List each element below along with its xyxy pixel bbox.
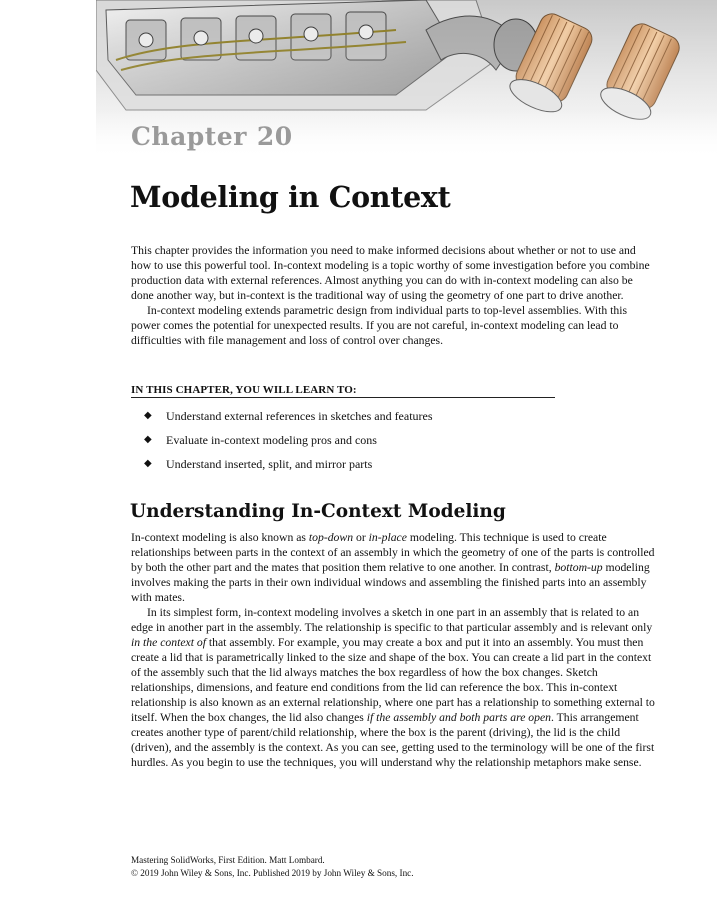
list-item xyxy=(144,408,433,432)
text-run: that assembly. For example, you may create a box and put it into an assembly. You must then create a lid that is parametrically linked to the size and shape of the box. You can create a lid part in the context of the assembly such that the lid always matches the box regardless of how the box changes. Sketch relationships, dimensions, and feature end conditions from the lid can reference the box. This in-context relationship is also known as an external relationship, where one part has a relationship to something external to itself. When the box changes, the lid also changes xyxy=(131,636,655,724)
page-title: Modeling in Context xyxy=(130,180,451,214)
emphasis: if the assembly and both parts are open xyxy=(366,711,552,724)
text-run: modeling. This technique is used to create relationships between parts in the context of an assembly in which the geometry of one of the parts is controlled by both the other part and the mates that position them relative to one another. In contrast, xyxy=(131,531,655,574)
list-item-text: Understand external references in sketches and features xyxy=(166,409,433,423)
learn-heading: IN THIS CHAPTER, YOU WILL LEARN TO: xyxy=(131,384,555,398)
section-body xyxy=(131,530,655,770)
list-item xyxy=(144,456,433,480)
emphasis: in-place xyxy=(368,531,407,544)
intro-text xyxy=(131,243,655,348)
chapter-label xyxy=(131,122,293,151)
body-paragraph-2 xyxy=(131,605,655,770)
text-run: In-context modeling is also known as xyxy=(131,531,309,544)
section-heading: Understanding In-Context Modeling xyxy=(130,501,506,522)
chapter-number: 20 xyxy=(256,122,293,151)
emphasis: in the context of xyxy=(131,636,206,649)
diamond-bullet-icon: ◆ xyxy=(144,410,152,421)
copyright-footer xyxy=(131,854,414,880)
body-paragraph-1 xyxy=(131,530,655,605)
list-item-text: Evaluate in-context modeling pros and cons xyxy=(166,433,377,447)
diamond-bullet-icon: ◆ xyxy=(144,434,152,445)
text-run: modeling involves making the parts in their own individual windows and assembling the finished parts into an assembly with mates. xyxy=(131,561,650,604)
list-item-text: Understand inserted, split, and mirror parts xyxy=(166,457,373,471)
text-run: or xyxy=(353,531,369,544)
diamond-bullet-icon: ◆ xyxy=(144,458,152,469)
chapter-word: Chapter xyxy=(131,122,247,151)
intro-paragraph-2: In-context modeling extends parametric design from individual parts to top-level assemblies. With this power comes the potential for unexpected results. If you are not careful, in-context modeling can lead to difficulties with file management and loss of control over changes. xyxy=(131,304,628,347)
text-run: In its simplest form, in-context modeling involves a sketch in one part in an assembly that is related to an edge in another part in the assembly. The relationship is specific to that particular assembly and is relevant only xyxy=(131,606,653,634)
learn-list xyxy=(144,408,433,480)
footer-line-2: © 2019 John Wiley & Sons, Inc. Published 2019 by John Wiley & Sons, Inc. xyxy=(131,868,414,878)
list-item xyxy=(144,432,433,456)
footer-line-1: Mastering SolidWorks, First Edition. Matt Lombard. xyxy=(131,855,325,865)
emphasis: top-down xyxy=(308,531,354,544)
text-run: . This arrangement creates another type of parent/child relationship, where the box is the parent (driving), the lid is the child (driven), and the assembly is the context. As you can see, getting used to the terminology will be one of the first hurdles. As you begin to use the techniques, you will understand why the relationship metaphors make sense. xyxy=(131,711,655,769)
intro-paragraph-1: This chapter provides the information you need to make informed decisions about whether or not to use and how to use this powerful tool. In-context modeling is a topic worthy of some investigation before you combine production data with external references. Almost anything you can do with in-context modeling can also be done another way, but in-context is the traditional way of using the geometry of one part to drive another. xyxy=(131,244,650,302)
emphasis: bottom-up xyxy=(554,561,603,574)
